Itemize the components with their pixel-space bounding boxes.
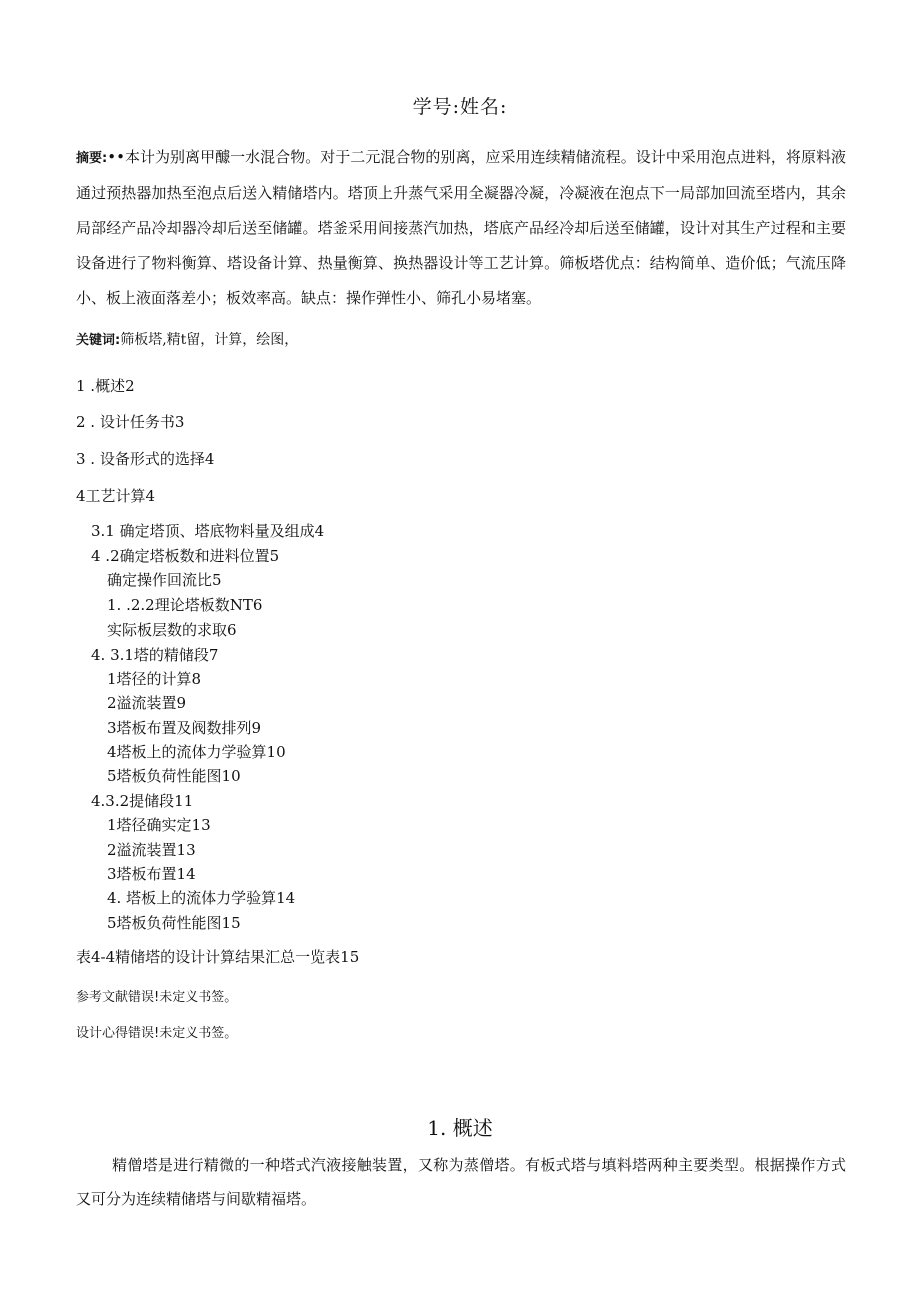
- toc-entry[interactable]: 确定操作回流比5: [107, 571, 222, 589]
- student-info-header: 学号:姓名:: [412, 96, 508, 118]
- toc-entry[interactable]: 实际板层数的求取6: [107, 621, 237, 639]
- toc-entry[interactable]: 1塔径的计算8: [107, 670, 202, 688]
- toc-entry[interactable]: 参考文献错误!未定义书签。: [76, 990, 238, 1005]
- toc-entry[interactable]: 4. 塔板上的流体力学验算14: [107, 889, 296, 907]
- keywords-text: 筛板塔,精t留，计算，绘图，: [120, 332, 299, 348]
- toc-entry[interactable]: 2溢流装置9: [107, 694, 187, 712]
- toc-entry[interactable]: 3塔板布置及阀数排列9: [107, 719, 262, 737]
- toc-entry[interactable]: 4塔板上的流体力学验算10: [107, 743, 286, 761]
- toc-entry[interactable]: 1 .概述2: [76, 377, 135, 395]
- abstract-text: ••本计为别离甲醵一水混合物。对于二元混合物的别离，应采用连续精储流程。设计中采用泡点进料，将原料液通过预热器加热至泡点后送入精储塔内。塔顶上升蒸气采用全凝器冷凝，冷凝液在泡点下一局部加回流至塔内，其余局部经产品冷却器冷却后送至储罐。塔釜采用间接蒸汽加热，塔底产品经冷却后送至储罐，设计对其生产过程和主要设备进行了物料衡算、塔设备计算、热量衡算、换热器设计等工艺计算。筛板塔优点：结构简单、造价低；气流压降小、板上液面落差小；板效率高。缺点：操作弹性小、筛孔小易堵塞。: [76, 148, 847, 307]
- keywords-label: 关键词:: [76, 333, 121, 348]
- abstract-label: 摘要:: [76, 151, 108, 166]
- toc-entry[interactable]: 1. .2.2理论塔板数NT6: [107, 596, 263, 614]
- toc-entry[interactable]: 1塔径确实定13: [107, 816, 211, 834]
- section-paragraph: 精僧塔是进行精微的一种塔式汽液接触装置，又称为蒸僧塔。有板式塔与填料塔两种主要类型。根据操作方式又可分为连续精储塔与间歇精福塔。: [76, 1156, 846, 1208]
- toc-entry[interactable]: 4工艺计算4: [76, 487, 156, 505]
- toc-entry[interactable]: 4.3.2提储段11: [91, 792, 194, 810]
- toc-entry[interactable]: 5塔板负荷性能图10: [107, 767, 241, 785]
- toc-entry[interactable]: 3塔板布置14: [107, 865, 196, 883]
- toc-entry[interactable]: 3 . 设备形式的选择4: [76, 450, 215, 468]
- toc-entry[interactable]: 表4-4精储塔的设计计算结果汇总一览表15: [76, 948, 360, 966]
- toc-entry[interactable]: 4 .2确定塔板数和进料位置5: [91, 547, 280, 565]
- keywords-line: [76, 329, 298, 349]
- toc-entry[interactable]: 2 . 设计任务书3: [76, 413, 185, 431]
- abstract-paragraph: [76, 140, 846, 316]
- toc-entry[interactable]: 3.1 确定塔顶、塔底物料量及组成4: [91, 522, 325, 540]
- toc-entry[interactable]: 4. 3.1塔的精储段7: [91, 646, 219, 664]
- toc-entry[interactable]: 2溢流装置13: [107, 841, 196, 859]
- toc-entry[interactable]: 设计心得错误!未定义书签。: [76, 1026, 238, 1041]
- toc-entry[interactable]: 5塔板负荷性能图15: [107, 914, 241, 932]
- section-title: 1. 概述: [427, 1116, 493, 1140]
